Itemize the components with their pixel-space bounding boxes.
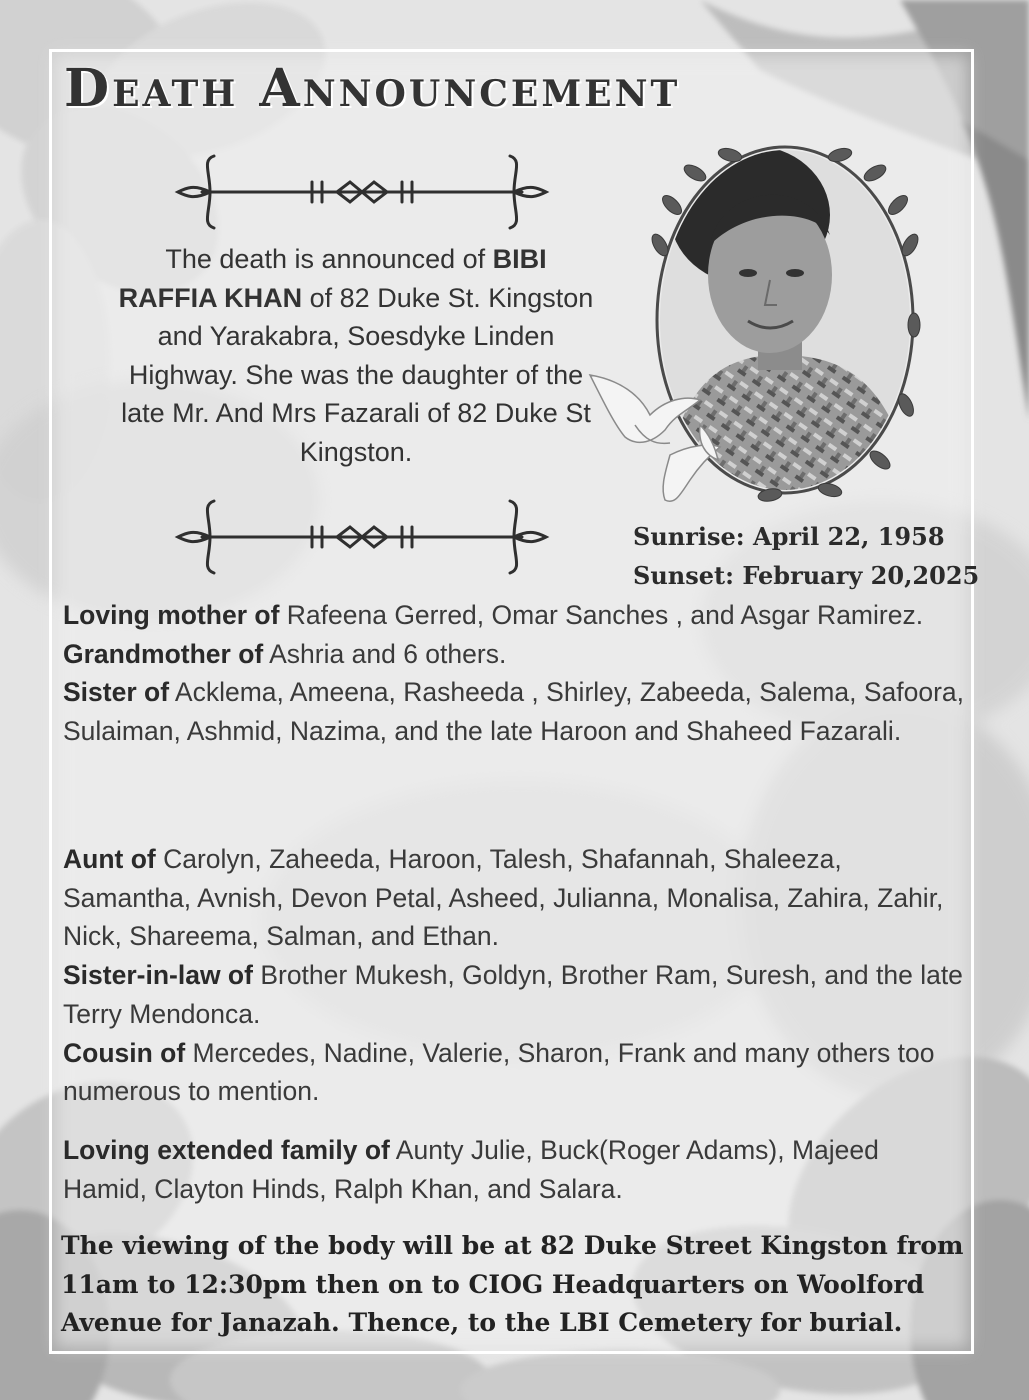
dates-block [633, 518, 979, 595]
family-paragraph [63, 1131, 968, 1208]
sunrise-date: Sunrise: April 22, 1958 [633, 522, 945, 551]
family-text: Rafeena Gerred, Omar Sanches , and Asgar Ramirez. [279, 600, 924, 630]
family-paragraph [63, 596, 968, 751]
page-title: Death Announcement [64, 58, 681, 119]
sunset-date: Sunset: February 20,2025 [633, 560, 980, 590]
intro-paragraph [118, 240, 594, 472]
family-text: Mercedes, Nadine, Valerie, Sharon, Frank and many others too numerous to mention. [63, 1037, 935, 1107]
funeral-notice: The viewing of the body will be at 82 Duke Street Kingston from 11am to 12:30pm then on to CIOG Headquarters on Woolford Avenue for Janazah. Thence, to the LBI Cemetery for burial. [61, 1231, 964, 1337]
family-paragraph [63, 840, 968, 1111]
deceased-name: BIBI RAFFIA KHAN [118, 244, 547, 313]
family-label: Loving mother of [63, 600, 280, 630]
family-text: Aunty Julie, Buck(Roger Adams), Majeed Hamid, Clayton Hinds, Ralph Khan, and Salara. [63, 1135, 879, 1204]
family-label: Cousin of [63, 1037, 186, 1068]
family-label: Sister-in-law of [63, 960, 253, 991]
family-text: Ashria and 6 others. [263, 638, 507, 669]
intro-details-text: of 82 Duke St. Kingston and Yarakabra, Soesdyke Linden Highway. She was the daughter of the late Mr. And Mrs Fazarali of 82 Duke St Kingston. [121, 282, 594, 467]
portrait-photo [580, 125, 930, 525]
family-label: Sister of [63, 677, 170, 708]
family-label: Grandmother of [63, 638, 264, 669]
family-text: Brother Mukesh, Goldyn, Brother Ram, Suresh, and the late Terry Mendonca. [63, 960, 963, 1029]
family-label: Aunt of [63, 844, 156, 874]
intro-lead-text: The death is announced of [165, 244, 493, 274]
family-text: Carolyn, Zaheeda, Haroon, Talesh, Shafannah, Shaleeza, Samantha, Avnish, Devon Petal, Asheed, Julianna, Monalisa, Zahira, Zahir, Nick, Shareema, Salman, and Ethan. [63, 844, 944, 952]
ornamental-divider-icon [172, 497, 552, 577]
ornamental-divider-icon [172, 152, 552, 232]
family-text: Acklema, Ameena, Rasheeda , Shirley, Zabeeda, Salema, Safoora, Sulaiman, Ashmid, Nazima, and the late Haroon and Shaheed Fazarali. [63, 677, 964, 747]
family-label: Loving extended family of [63, 1135, 390, 1165]
